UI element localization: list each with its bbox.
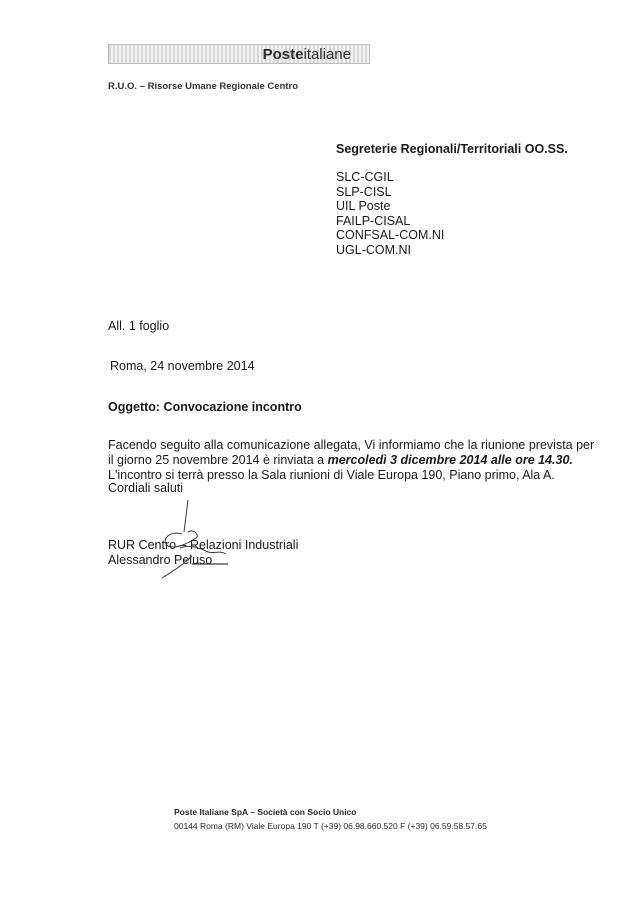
footer-address: 00144 Roma (RM) Viale Europa 190 T (+39) 06.98.660.520 F (+39) 06.59.58.57.65 <box>174 821 487 831</box>
recipient-list <box>336 170 444 257</box>
meeting-date-emphasis: mercoledì 3 dicembre 2014 alle ore 14.30. <box>327 453 573 467</box>
footer-company: Poste Italiane SpA – Società con Socio Unico <box>174 807 357 817</box>
closing-greeting: Cordiali saluti <box>108 481 184 495</box>
body-line: L'incontro si terrà presso la Sala riunioni di Viale Europa 190, Piano primo, Ala A. <box>108 468 555 482</box>
body-line: Facendo seguito alla comunicazione allegata, Vi informiamo che la riunione prevista per <box>108 438 595 452</box>
recipient-item: FAILP-CISAL <box>336 213 411 228</box>
recipient-item: UGL-COM.NI <box>336 242 411 257</box>
letter-body <box>108 438 608 483</box>
signature-block <box>108 538 298 568</box>
recipient-item: SLC-CGIL <box>336 170 394 184</box>
recipient-item: SLP-CISL <box>336 184 392 199</box>
logo-text: Posteitaliane <box>262 46 351 63</box>
signature-name: Alessandro Peluso <box>108 553 213 567</box>
page-footer <box>174 805 487 833</box>
signature-office: RUR Centro – Relazioni Industriali <box>108 538 299 552</box>
department-name: R.U.O. – Risorse Umane Regionale Centro <box>108 81 299 92</box>
poste-italiane-logo <box>108 44 370 64</box>
body-line: il giorno 25 novembre 2014 è rinviata a mercoledì 3 dicembre 2014 alle ore 14.30. <box>108 453 573 467</box>
place-date: Roma, 24 novembre 2014 <box>110 359 255 373</box>
subject-line: Oggetto: Convocazione incontro <box>108 400 302 414</box>
recipient-title: Segreterie Regionali/Territoriali OO.SS. <box>336 142 568 156</box>
recipient-item: CONFSAL-COM.NI <box>336 228 445 242</box>
recipient-item: UIL Poste <box>336 199 391 213</box>
attachment-note: All. 1 foglio <box>108 319 170 333</box>
handwritten-signature <box>110 492 260 582</box>
